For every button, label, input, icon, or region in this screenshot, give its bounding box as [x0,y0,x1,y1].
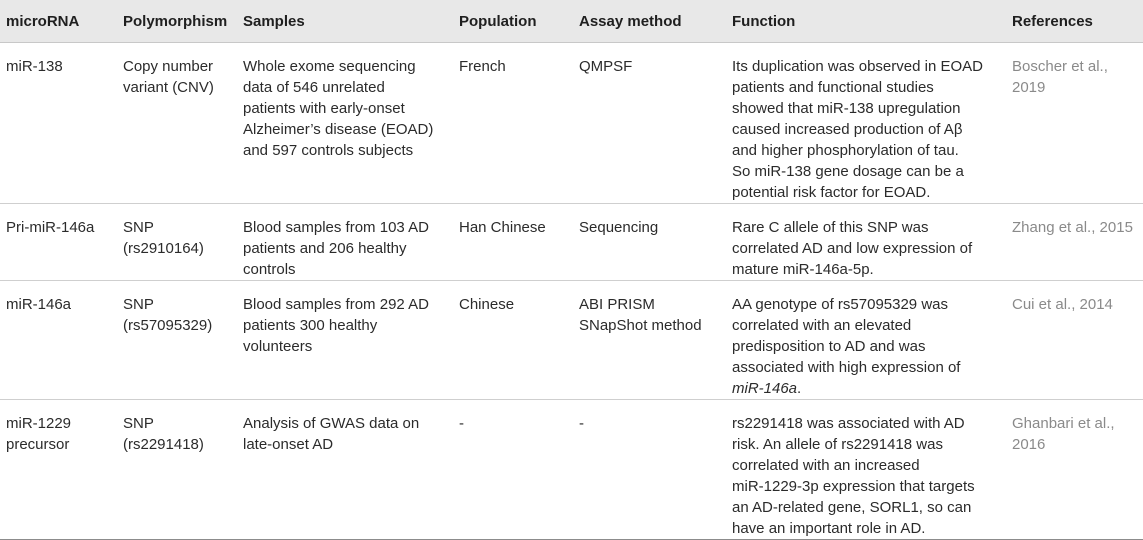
cell-text: Blood samples from 103 AD patients and 206 healthy controls [243,219,429,278]
table-row [0,43,1143,204]
header-references: References [1006,0,1143,43]
table-row [0,204,1143,281]
cell-function [726,204,1006,281]
cell-text: QMPSF [579,58,633,75]
cell-assay-method [573,204,726,281]
cell-samples [237,43,453,204]
cell-text: Rare C allele of this SNP was correlated AD and low expression of mature miR-146a-5p. [732,219,973,278]
cell-text: Han Chinese [459,219,546,236]
cell-polymorphism [117,43,237,204]
cell-text: Its duplication was observed in EOAD patients and functional studies showed that miR-138 upregulation caused increased production of Aβ and higher phosphorylation of tau. So miR-138 gene dosage can be a potential risk factor for EOAD. [732,58,983,201]
cell-assay-method [573,281,726,400]
header-population: Population [453,0,573,43]
cell-microrna [0,281,117,400]
function-italic-gene: miR-146a [732,380,798,397]
header-function: Function [726,0,1006,43]
cell-text: SNP (rs2291418) [123,415,204,453]
cell-samples [237,281,453,400]
cell-microrna [0,43,117,204]
reference-link[interactable]: Boscher et al., 2019 [1012,58,1108,96]
function-period: . [797,380,802,397]
cell-text: Pri-miR-146a [6,219,95,236]
cell-reference [1006,281,1143,400]
cell-text: SNP (rs57095329) [123,296,213,334]
cell-microrna [0,400,117,540]
table-row [0,400,1143,540]
cell-text: miR-1229 precursor [6,415,72,453]
table-header [0,0,1143,43]
header-assay-method: Assay method [573,0,726,43]
cell-function [726,400,1006,540]
table-row [0,281,1143,400]
header-row [0,0,1143,43]
cell-population [453,43,573,204]
cell-function [726,281,1006,400]
cell-text: French [459,58,506,75]
reference-link[interactable]: Cui et al., 2014 [1012,296,1113,313]
header-microrna: microRNA [0,0,117,43]
cell-text: miR-146a [6,296,72,313]
cell-text: Blood samples from 292 AD patients 300 healthy volunteers [243,296,429,355]
cell-text: SNP (rs2910164) [123,219,204,257]
cell-text: Whole exome sequencing data of 546 unrelated patients with early-onset Alzheimer’s disease (EOAD) and 597 controls subjects [243,58,434,159]
cell-polymorphism [117,204,237,281]
cell-polymorphism [117,281,237,400]
cell-text: - [579,415,584,432]
cell-text: - [459,415,464,432]
cell-function [726,43,1006,204]
cell-assay-method [573,400,726,540]
cell-reference [1006,400,1143,540]
reference-link[interactable]: Zhang et al., 2015 [1012,219,1133,236]
cell-polymorphism [117,400,237,540]
cell-samples [237,204,453,281]
function-text: AA genotype of rs57095329 was correlated with an elevated predisposition to AD and was associated with high expression of [732,296,961,376]
cell-population [453,204,573,281]
cell-population [453,281,573,400]
cell-text: Chinese [459,296,515,313]
cell-text: rs2291418 was associated with AD risk. An allele of rs2291418 was correlated with an increased miR-1229-3p expression that targets an AD-related gene, SORL1, so can have an important role in AD. [732,415,975,537]
cell-text: ABI PRISM SNapShot method [579,296,702,334]
header-samples: Samples [237,0,453,43]
table-body [0,43,1143,540]
cell-reference [1006,204,1143,281]
cell-text: miR-138 [6,58,63,75]
reference-link[interactable]: Ghanbari et al., 2016 [1012,415,1115,453]
cell-population [453,400,573,540]
cell-reference [1006,43,1143,204]
header-polymorphism: Polymorphism [117,0,237,43]
cell-assay-method [573,43,726,204]
cell-text [732,294,1000,399]
cell-samples [237,400,453,540]
cell-microrna [0,204,117,281]
cell-text: Analysis of GWAS data on late-onset AD [243,415,420,453]
cell-text: Copy number variant (CNV) [123,58,214,96]
cell-text: Sequencing [579,219,659,236]
